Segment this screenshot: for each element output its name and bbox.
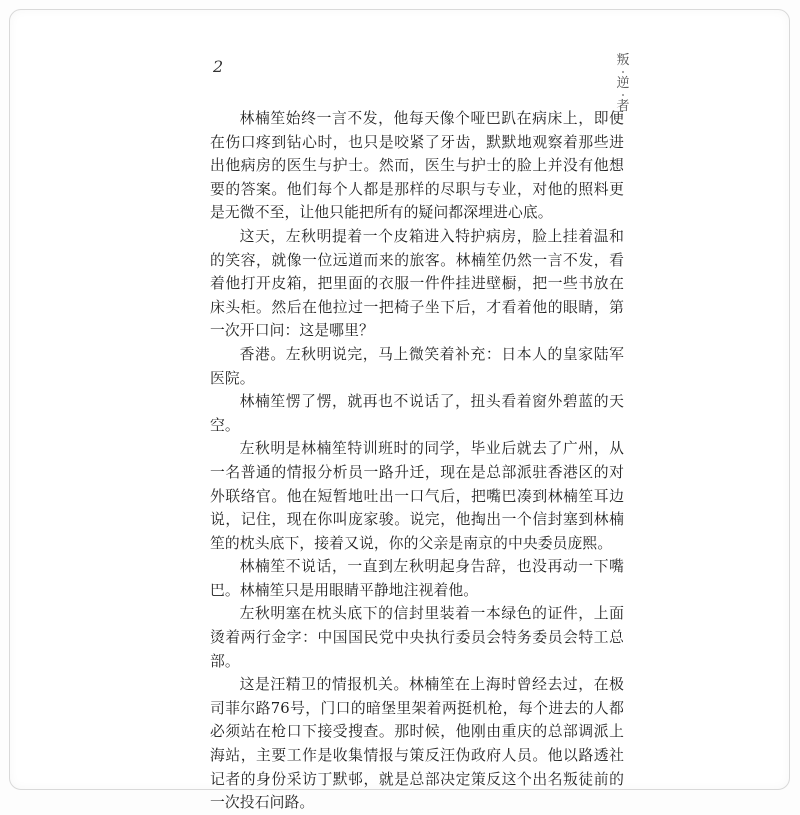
- paragraph: 左秋明是林楠笙特训班时的同学，毕业后就去了广州，从一名普通的情报分析员一路升迁，现在是总部派驻香港区的对外联络官。他在短暂地吐出一口气后，把嘴巴凑到林楠笙耳边说，记住，现在你叫庞家骏。说完，他掏出一个信封塞到林楠笙的枕头底下，接着又说，你的父亲是南京的中央委员庞熙。: [210, 440, 624, 552]
- separator-dot: [622, 94, 624, 96]
- running-title-char: 者: [616, 99, 630, 114]
- paragraph: 林楠笙不说话，一直到左秋明起身告辞，也没再动一下嘴巴。林楠笙只是用眼睛平静地注视着他。: [210, 558, 624, 599]
- running-title: [614, 54, 632, 113]
- page-number: 2: [213, 57, 224, 76]
- body-text: [210, 107, 624, 815]
- paragraph: 左秋明塞在枕头底下的信封里装着一本绿色的证件，上面烫着两行金字：中国国民党中央执行委员会特务委员会特工总部。: [210, 605, 624, 670]
- book-page: [9, 9, 790, 812]
- separator-dot: [622, 71, 624, 73]
- paragraph: 这是汪精卫的情报机关。林楠笙在上海时曾经去过，在极司菲尔路76号，门口的暗堡里架着两挺机枪，每个进去的人都必须站在枪口下接受搜查。那时候，他刚由重庆的总部调派上海站，主要工作是收集情报与策反汪伪政府人员。他以路透社记者的身份采访丁默邨，就是总部决定策反这个出名叛徒前的一次投石问路。: [210, 676, 624, 812]
- running-title-char: 叛: [616, 53, 630, 68]
- paragraph: 林楠笙始终一言不发，他每天像个哑巴趴在病床上，即便在伤口疼到钻心时，也只是咬紧了牙齿，默默地观察着那些进出他病房的医生与护士。然而，医生与护士的脸上并没有他想要的答案。他们每个人都是那样的尽职与专业，对他的照料更是无微不至，让他只能把所有的疑问都深埋进心底。: [210, 110, 624, 222]
- paragraph: 香港。左秋明说完，马上微笑着补充：日本人的皇家陆军医院。: [210, 345, 624, 387]
- running-title-char: 逆: [616, 76, 630, 91]
- paragraph: 林楠笙愣了愣，就再也不说话了，扭头看着窗外碧蓝的天空。: [210, 393, 624, 434]
- paragraph: 这天，左秋明提着一个皮箱进入特护病房，脸上挂着温和的笑容，就像一位远道而来的旅客。林楠笙仍然一言不发，看着他打开皮箱，把里面的衣服一件件挂进壁橱，把一些书放在床头柜。然后在他拉过一把椅子坐下后，才看着他的眼睛，第一次开口问：这是哪里？: [210, 227, 624, 340]
